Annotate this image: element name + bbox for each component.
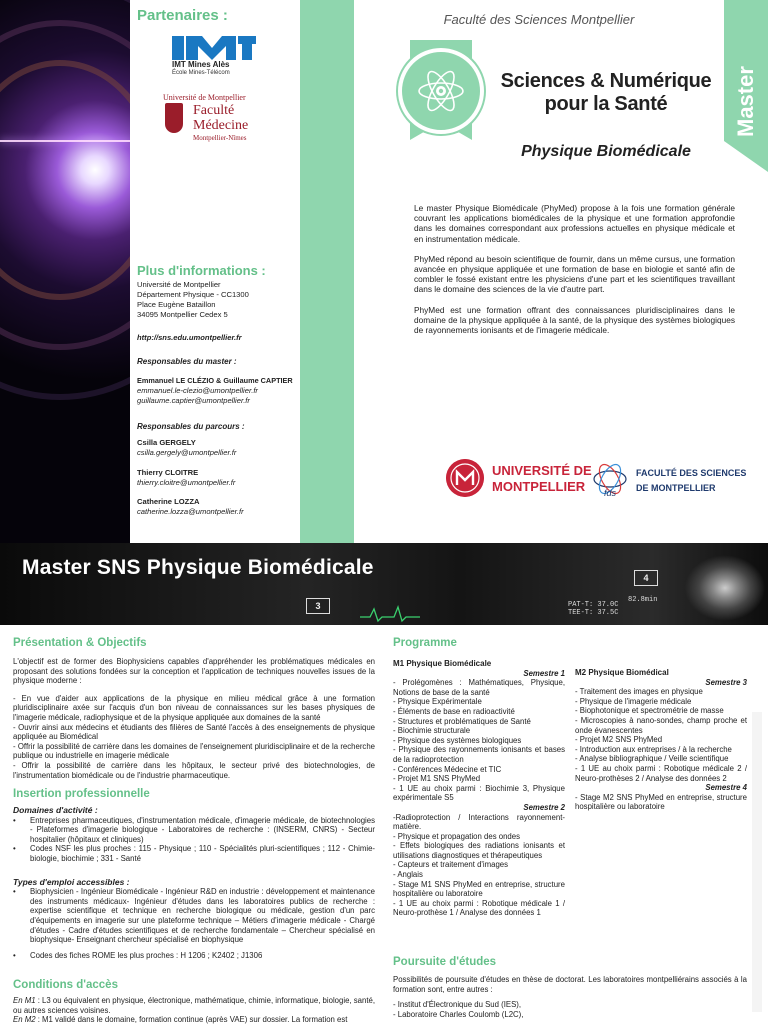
course-item: - Stage M2 SNS PhyMed en entreprise, structure hospitalière ou laboratoire: [575, 792, 747, 812]
medecine-subtitle: Montpellier-Nîmes: [193, 134, 247, 142]
um-seal-icon: [446, 459, 484, 497]
medecine-line2: Médecine: [193, 118, 249, 133]
monitor-readout: TEE-T: 37.5C: [568, 609, 619, 617]
email-link[interactable]: emmanuel.le-clezio@umontpellier.fr: [137, 386, 258, 395]
contact-name: Thierry CLOITRE: [137, 468, 199, 477]
course-item: - Structures et problématiques de Santé: [393, 716, 531, 726]
contact-name: Catherine LOZZA: [137, 497, 200, 506]
course-item: - Projet M2 SNS PhyMed: [575, 735, 663, 745]
programme-m2: [575, 668, 747, 812]
address-line: Département Physique - CC1300: [137, 290, 249, 299]
m1-text: : L3 ou équivalent en physique, électronique, mathématique, chimie, informatique, biologie, santé, ou autres sciences voisines.: [13, 996, 375, 1015]
m1-label: En M1: [13, 996, 36, 1005]
email-link[interactable]: catherine.lozza@umontpellier.fr: [137, 507, 244, 516]
page-title: [488, 70, 724, 116]
course-item: - Physique des rayonnements ionisants et bases de la radioprotection: [393, 745, 565, 764]
imt-mark-icon: [172, 36, 256, 60]
objective-item: - Offrir la possibilité de carrière dans les domaines de l'enseignement pluridisciplinaire et de la recherche publique ou industrielle en imagerie médicale: [13, 741, 375, 761]
ecg-trace-icon: [360, 603, 420, 623]
um-name-line2: MONTPELLIER: [492, 479, 586, 494]
credit-strip: [752, 712, 762, 1012]
imt-subtitle: École Mines-Télécom: [172, 70, 230, 76]
course-item: - Physique des systèmes biologiques: [393, 735, 522, 745]
presentation-text: [13, 657, 375, 780]
monitor-number: 3: [306, 598, 330, 614]
address-line: 34095 Montpellier Cedex 5: [137, 310, 228, 319]
email-link[interactable]: csilla.gergely@umontpellier.fr: [137, 448, 237, 457]
type-item: • Codes des fiches ROME les plus proches : H 1206 ; K2402 ; J1306: [13, 951, 375, 961]
crest-icon: [165, 103, 183, 133]
monitor-readout: PAT-T: 37.0C: [568, 601, 619, 609]
resp-master-names: Emmanuel LE CLÉZIO & Guillaume CAPTIER: [137, 376, 293, 385]
course-item: - Éléments de base en radioactivité: [393, 706, 515, 716]
course-item: - 1 UE au choix parmi : Robotique médicale 2 / Neuro-prothèses 2 / Analyse des données 2: [575, 763, 747, 783]
condition-m1: [13, 996, 375, 1015]
green-stripe: [300, 0, 354, 543]
course-item: - Anglais: [393, 870, 423, 880]
fds-mark-icon: [592, 460, 628, 498]
conditions-title: Conditions d'accès: [13, 979, 118, 991]
atom-icon: [416, 66, 466, 116]
atom-badge: [398, 40, 484, 140]
monitor-readout: 82.8min: [628, 596, 658, 604]
objective-item: - Ouvrir ainsi aux médecins et étudiants des filières de Santé l'accès à des enseignements de physique appliquée au Biomédical: [13, 722, 375, 742]
course-item: - Conférences Médecine et TIC: [393, 764, 502, 774]
cyclotron-photo: [0, 0, 130, 543]
objective-item: - Offrir la possibilité de carrière dans les hôpitaux, le secteur privé des biotechnologies, de l'instrumentation biomédicale ou de l'industrie pharmaceutique.: [13, 760, 375, 780]
course-item: - Traitement des images en physique: [575, 687, 703, 697]
presentation-title: Présentation & Objectifs: [13, 637, 147, 649]
poursuite-title: Poursuite d'études: [393, 956, 497, 968]
banner-title: Master SNS Physique Biomédicale: [22, 556, 374, 579]
parcours-contact: [137, 468, 297, 488]
type-item: • Biophysicien - Ingénieur Biomédicale - Ingénieur R&D en industrie : développement et maintenance des instruments médicaux- Ingénieur d'études dans les laboratoires publics de recherche : expertise scientifique et technique en recherche biologique ou médicale, gestion d'un parc d'équipements en imagerie sur une plateforme technique – Métiers d'imagerie médicale - Chargé d'études - Cadre d'études scientifiques et de recherche fondamentale – Chercheur spécialisé en biophysique- Enseignant chercheur spécialisé en biophysique: [13, 887, 375, 945]
course-item: - Projet M1 SNS PhyMed: [393, 774, 481, 784]
imt-logo: [172, 36, 262, 86]
lab-item: - Institut d'Électronique du Sud (IES),: [393, 1000, 522, 1010]
presentation-lead: L'objectif est de former des Biophysiciens capables d'appréhender les problématiques médicales en proposant des solutions fondées sur la conception et l'application de techniques nouvelles issues de la physique moderne :: [13, 657, 375, 686]
contact-name: Csilla GERGELY: [137, 438, 196, 447]
banner: [0, 543, 768, 625]
email-link[interactable]: guillaume.captier@umontpellier.fr: [137, 396, 250, 405]
course-item: - Introduction aux entreprises / à la recherche: [575, 744, 732, 754]
resp-master-label: Responsables du master :: [137, 357, 237, 366]
lab-item: - Laboratoire Charles Coulomb (L2C),: [393, 1009, 524, 1019]
um-name-line1: UNIVERSITÉ DE: [492, 463, 592, 478]
imt-name: IMT Mines Alès: [172, 60, 230, 69]
course-item: - Analyse bibliographique / Veille scientifique: [575, 754, 729, 764]
medecine-line1: Faculté: [193, 103, 235, 118]
master-tab-label: Master: [733, 66, 758, 137]
course-item: - Effets biologiques des radiations ionisants et utilisations diagnostiques et thérapeutiques: [393, 841, 565, 860]
ultrasound-image: [670, 543, 768, 625]
monitor-number: 4: [634, 570, 658, 586]
fds-name-line2: DE MONTPELLIER: [636, 483, 716, 493]
page-subtitle: Physique Biomédicale: [521, 143, 691, 160]
semester-label: Semestre 2: [523, 802, 565, 812]
um-logo: [446, 457, 592, 501]
intro-paragraph: PhyMed est une formation offrant des connaissances pluridisciplinaires dans le domaine de la physique appliquée à la santé, de la physique des systèmes biologiques de rayonnements ionisants et de l'imagerie médicale.: [414, 304, 735, 336]
domaines-label: Domaines d'activité :: [13, 805, 98, 815]
course-item: - Prolégomènes : Mathématiques, Physique, Notions de base de la santé: [393, 678, 565, 697]
intro-paragraph: Le master Physique Biomédicale (PhyMed) propose à la fois une formation générale couvrant les applications biomédicales de la physique et une formation approfondie dans les domaines correspondant aux professions actuelles en physique médicale et en instrumentation médicale.: [414, 203, 735, 244]
semester-label: Semestre 4: [705, 783, 747, 793]
course-item: - Microscopies à nano-sondes, champ proche et onde évanescentes: [575, 715, 747, 735]
domaine-item: • Entreprises pharmaceutiques, d'instrumentation médicale, d'imagerie médicale, de biotechnologies - Plateformes d'imagerie biologique - Laboratoires de recherche : (INSERM, CNRS) - Secteur hospitalier (hôpitaux et cliniques): [13, 816, 375, 845]
beam-glow: [0, 140, 130, 142]
insertion-text: [13, 806, 375, 960]
faculty-heading: Faculté des Sciences Montpellier: [443, 12, 635, 27]
m2-text: : M1 validé dans le domaine, formation continue (après VAE) sur dossier. La formation est: [35, 1015, 348, 1024]
intro-paragraph: PhyMed répond au besoin scientifique de fournir, dans un même cursus, une formation avancée en physique appliquée et une formation de base en biologie et santé afin de combler le fossé existant entre les physiciens d'une part et les scientifiques travaillant dans le domaine des sciences de la vie d'autre part.: [414, 253, 735, 295]
programme-m1: [393, 659, 565, 918]
course-item: - Physique de l'imagerie médicale: [575, 696, 692, 706]
course-item: - Stage M1 SNS PhyMed en entreprise, structure hospitalière ou laboratoire: [393, 879, 565, 899]
resp-parcours-label: Responsables du parcours :: [137, 422, 245, 431]
semester-label: Semestre 3: [705, 677, 747, 687]
insertion-title: Insertion professionnelle: [13, 788, 150, 800]
course-item: - Biophotonique et spectrométrie de masse: [575, 706, 724, 716]
semester-label: Semestre 1: [523, 668, 565, 678]
parcours-contact: [137, 438, 297, 458]
poursuite-lead: Possibilités de poursuite d'études en thèse de doctorat. Les laboratoires montpelliérains associés à la formation sont, entre autres :: [393, 975, 747, 994]
medecine-logo: [163, 93, 273, 153]
course-item: - 1 UE au choix parmi : Biochimie 3, Physique expérimentale S5: [393, 783, 565, 803]
m2-title: M2 Physique Biomédical: [575, 668, 669, 677]
intro-text: [414, 203, 735, 345]
m2-label: En M2: [13, 1015, 36, 1024]
info-title: Plus d'informations :: [137, 263, 266, 278]
medecine-univ: Université de Montpellier: [163, 93, 246, 102]
programme-title: Programme: [393, 637, 457, 649]
conditions-text: [13, 996, 375, 1024]
parcours-contact: [137, 497, 297, 517]
title-line: Sciences & Numérique: [500, 70, 712, 92]
course-item: - Physique Expérimentale: [393, 697, 482, 707]
poursuite-text: [393, 975, 747, 1019]
address-line: Université de Montpellier: [137, 280, 221, 289]
m1-title: M1 Physique Biomédicale: [393, 659, 492, 668]
course-item: - Physique et propagation des ondes: [393, 831, 521, 841]
course-item: - 1 UE au choix parmi : Robotique médicale 1 / Neuro-prothèse 1 / Analyse des données 1: [393, 898, 565, 918]
objective-item: - En vue d'aider aux applications de la physique en milieu médical grâce à une formation pluridisciplinaire axée sur l'acquis d'un bon niveau de connaissances sur les bases physiques de l'imagerie médicale, radiophysique et de la physique appliquée aux domaines de la santé: [13, 693, 375, 722]
address-line: Place Eugène Bataillon: [137, 300, 216, 309]
fds-logo: [590, 458, 747, 502]
partners-title: Partenaires :: [137, 7, 228, 24]
domaine-item: • Codes NSF les plus proches : 115 - Physique ; 110 - Spécialités pluri-scientifiques ; 112 - Chimie-biologie, biochimie ; 331 - Santé: [13, 844, 375, 863]
fds-name-line1: FACULTÉ DES SCIENCES: [636, 468, 747, 478]
types-label: Types d'emploi accessibles :: [13, 876, 130, 887]
address-block: [137, 280, 297, 320]
fds-initials: fds: [603, 488, 617, 498]
course-item: - Biochimie structurale: [393, 726, 471, 736]
course-item: - Capteurs et traitement d'images: [393, 860, 509, 870]
website-link[interactable]: http://sns.edu.umontpellier.fr: [137, 333, 242, 342]
condition-m2: [13, 1015, 375, 1024]
resp-master-block: [137, 376, 297, 406]
course-item: -Radioprotection / Interactions rayonnement-matière.: [393, 812, 565, 832]
email-link[interactable]: thierry.cloitre@umontpellier.fr: [137, 478, 236, 487]
title-line: pour la Santé: [544, 93, 668, 115]
